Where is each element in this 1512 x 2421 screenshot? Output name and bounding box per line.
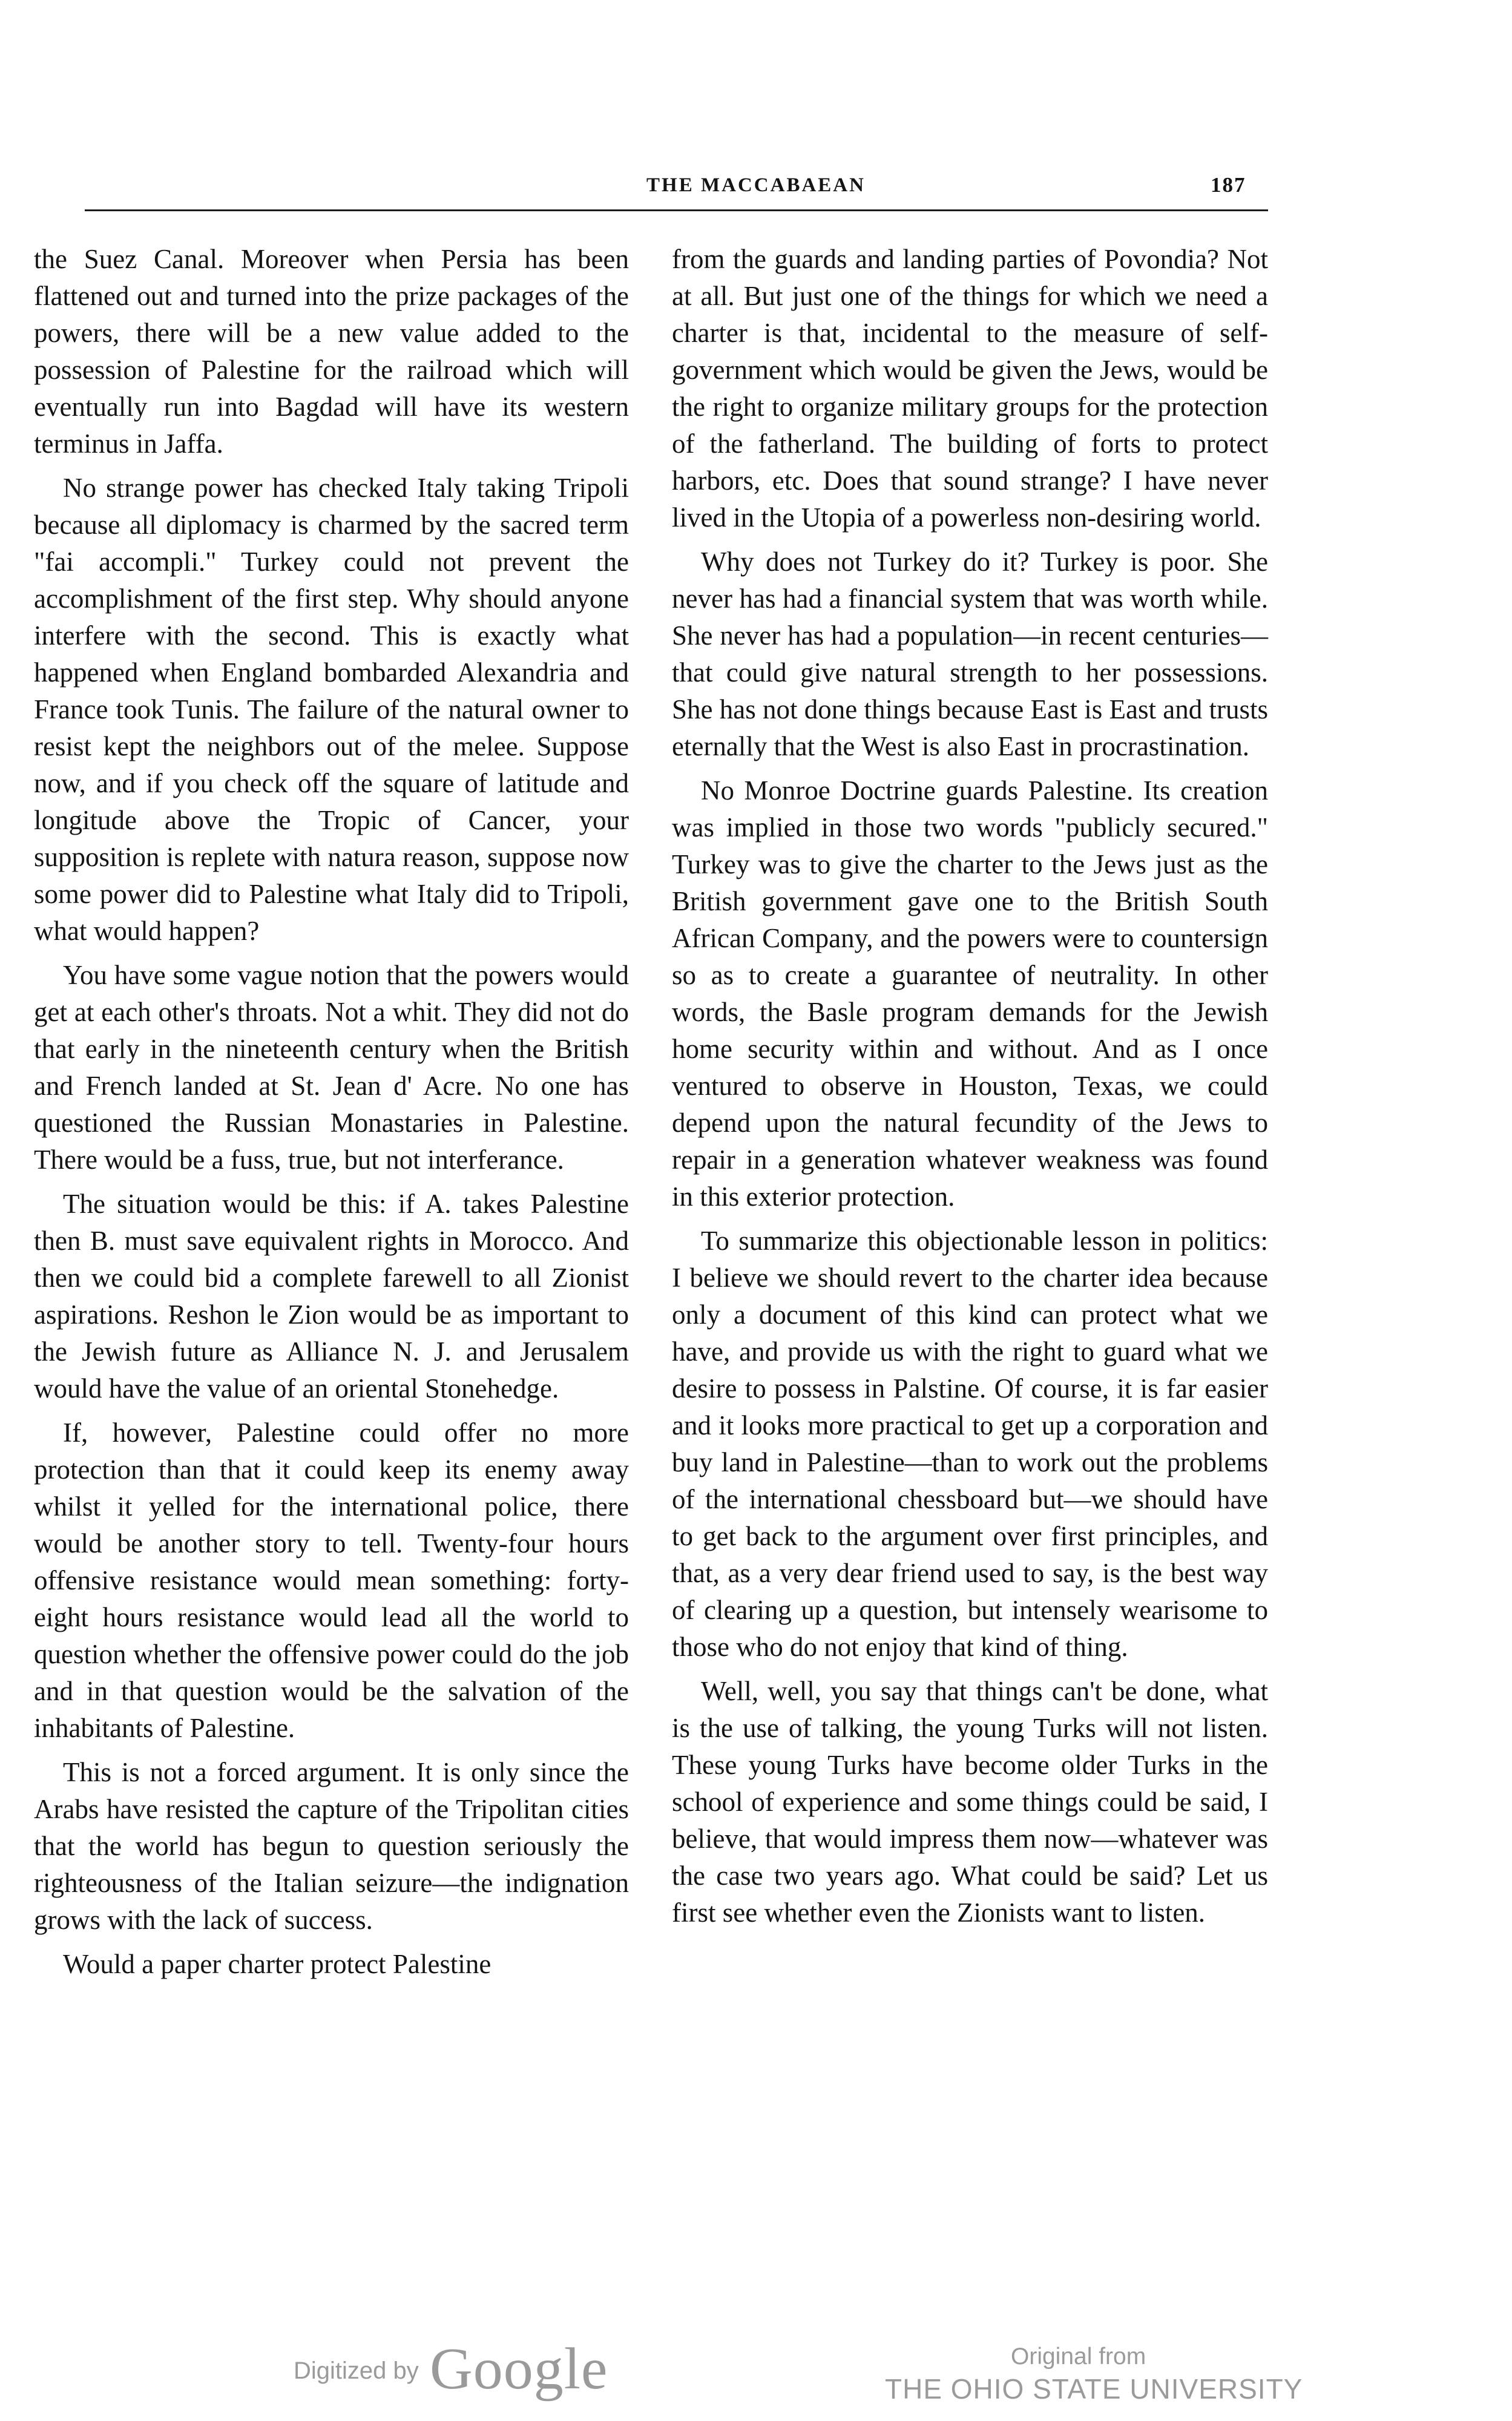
paragraph: No strange power has checked Italy taking Tripoli because all diplomacy is charmed by the sacred term "fai accompli." Turkey could not prevent the accomplishment of the first step. Why should anyone interfere with the second. This is exactly what happened when England bombarded Alexandria and France took Tunis. The failure of the natural owner to resist kept the neighbors out of the melee. Suppose now, and if you check off the square of latitude and longitude above the Tropic of Cancer, your supposition is replete with natura reason, suppose now some power did to Palestine what Italy did to Tripoli, what would happen? — [34, 473, 629, 946]
header-rule — [85, 209, 1268, 211]
running-head — [0, 174, 1512, 205]
paragraph: The situation would be this: if A. takes Palestine then B. must save equivalent rights in Morocco. And then we could bid a complete farewell to all Zionist aspirations. Reshon le Zion would be as important to the Jewish future as Alliance N. J. and Jerusalem would have the value of an oriental Stonehedge. — [34, 1189, 629, 1404]
page-number: 187 — [1211, 173, 1246, 197]
right-column — [672, 241, 1268, 1931]
paragraph: To summarize this objectionable lesson in politics: I believe we should revert to the charter idea because only a document of this kind can protect what we have, and provide us with the right to guard what we desire to possess in Palstine. Of course, it is far easier and it looks more practical to get up a corporation and buy land in Palestine—than to work out the problems of the international chessboard but—we should have to get back to the argument over first principles, and that, as a very dear friend used to say, is the best way of clearing up a question, but intensely wearisome to those who do not enjoy that kind of thing. — [672, 1226, 1268, 1662]
paragraph: This is not a forced argument. It is only since the Arabs have resisted the capture of the Tripolitan cities that the world has begun to question seriously the righteousness of the Italian seizure—the indignation grows with the lack of success. — [34, 1757, 629, 1935]
paragraph: from the guards and landing parties of Povondia? Not at all. But just one of the things for which we need a charter is that, incidental to the measure of self-government which would be given the Jews, would be the right to organize military groups for the protection of the fatherland. The building of forts to protect harbors, etc. Does that sound strange? I have never lived in the Utopia of a powerless non-desiring world. — [672, 244, 1268, 533]
institution-name: THE OHIO STATE UNIVERSITY — [885, 2373, 1303, 2405]
paragraph: Well, well, you say that things can't be done, what is the use of talking, the young Turks will not listen. These young Turks have become older Turks in the school of experience and some things could be said, I believe, that would impress them now—whatever was the case two years ago. What could be said? Let us first see whether even the Zionists want to listen. — [672, 1676, 1268, 1928]
running-title: THE MACCABAEAN — [646, 174, 866, 196]
paragraph: Why does not Turkey do it? Turkey is poor. She never has had a financial system that was worth while. She never has had a population—in recent centuries—that could give natural strength to her possessions. She has not done things because East is East and trusts eternally that the West is also East in procrastination. — [672, 547, 1268, 761]
paragraph: If, however, Palestine could offer no more protection than that it could keep its enemy away whilst it yelled for the international police, there would be another story to tell. Twenty-four hours offensive resistance would mean something: forty-eight hours resistance would lead all the world to question whether the offensive power could do the job and in that question would be the salvation of the inhabitants of Palestine. — [34, 1417, 629, 1743]
original-from-label: Original from — [1011, 2344, 1146, 2370]
paragraph: You have some vague notion that the powers would get at each other's throats. Not a whit. They did not do that early in the nineteenth century when the British and French landed at St. Jean d' Acre. No one has questioned the Russian Monastaries in Palestine. There would be a fuss, true, but not interferance. — [34, 960, 629, 1175]
paragraph: the Suez Canal. Moreover when Persia has been flattened out and turned into the prize packages of the powers, there will be a new value added to the possession of Palestine for the railroad which will eventually run into Bagdad will have its western terminus in Jaffa. — [34, 244, 629, 459]
digitization-footer — [0, 2336, 1512, 2421]
paragraph: Would a paper charter protect Palestine — [63, 1949, 491, 1979]
digitized-by-label: Digitized by — [294, 2357, 419, 2384]
left-column — [34, 241, 629, 1983]
paragraph: No Monroe Doctrine guards Palestine. Its creation was implied in those two words "publicly secured." Turkey was to give the charter to the Jews just as the British government gave one to the British South African Company, and the powers were to countersign so as to create a guarantee of neutrality. In other words, the Basle program demands for the Jewish home security within and without. And as I once ventured to observe in Houston, Texas, we could depend upon the natural fecundity of the Jews to repair in a generation whatever weakness was found in this exterior protection. — [672, 775, 1268, 1212]
google-logo: Google — [430, 2336, 608, 2402]
